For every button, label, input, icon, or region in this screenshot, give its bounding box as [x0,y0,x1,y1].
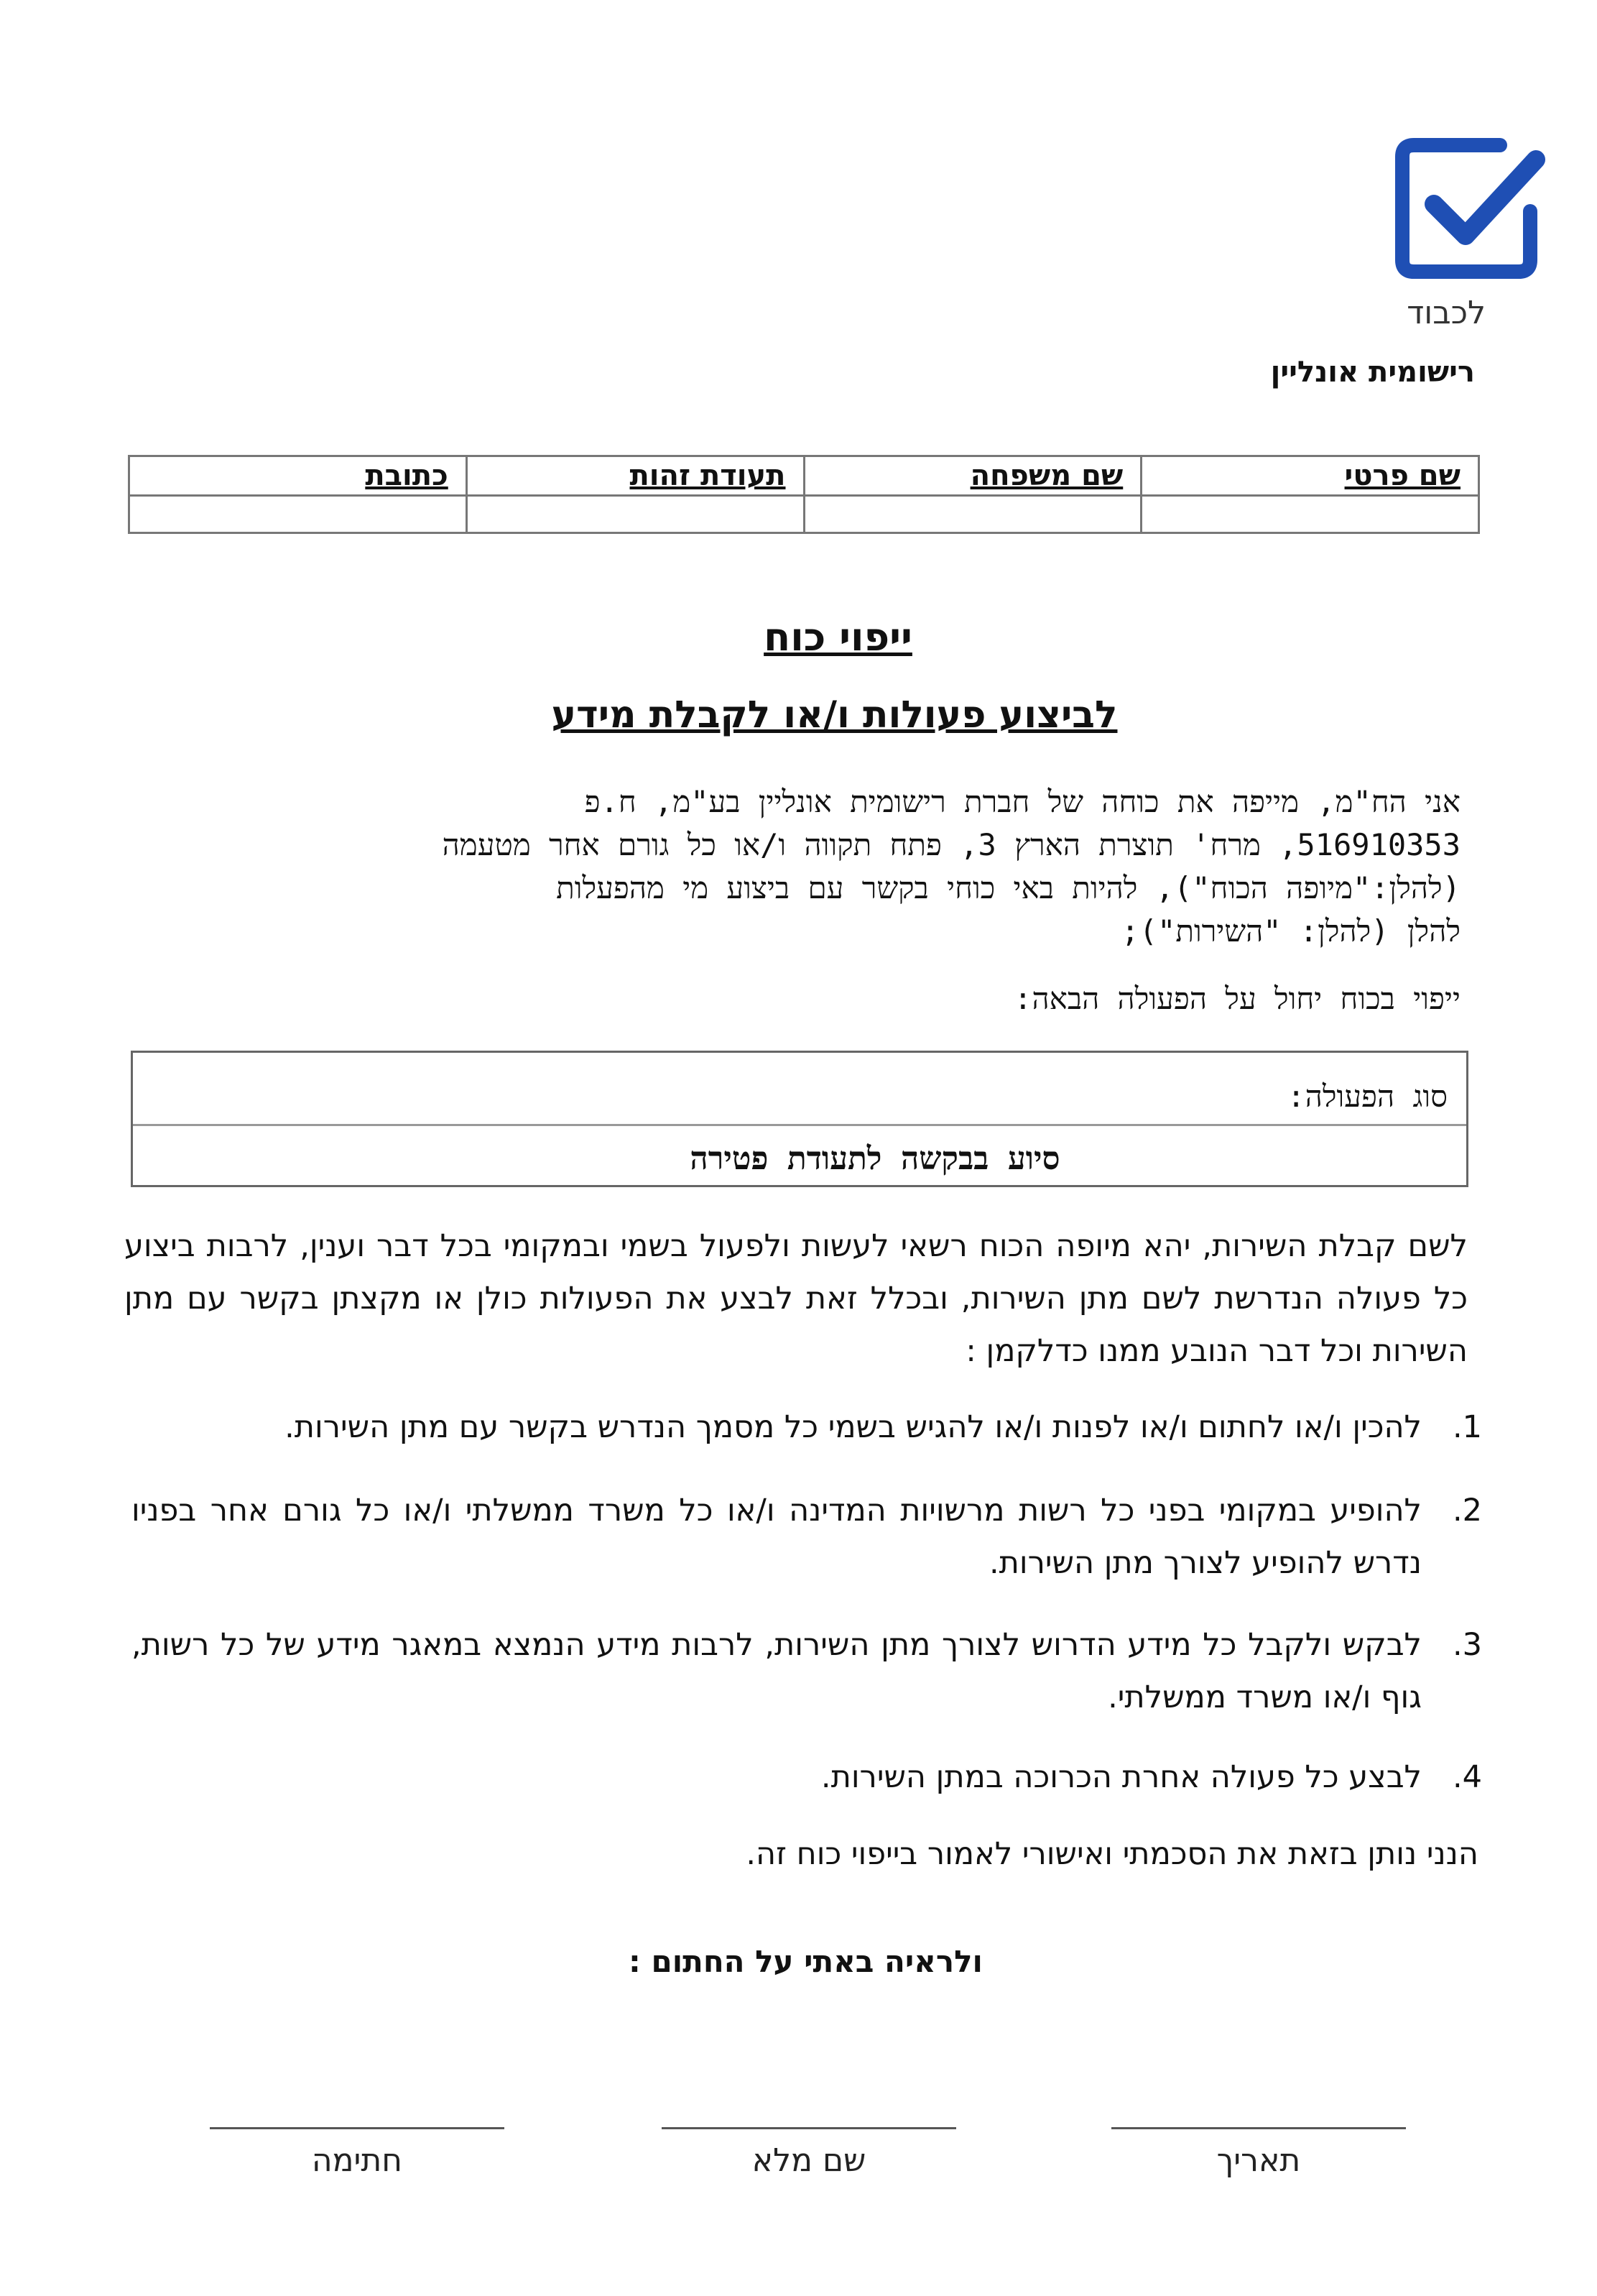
table-input-row [129,496,1479,533]
date-signature-field[interactable] [1111,2127,1406,2179]
last-name-cell[interactable] [804,496,1142,533]
intro-paragraph: אני הח"מ, מייפה את כוחה של חברת רישומית אונליין בע"מ, ח.פ 516910353, מרח' תוצרת הארץ 3, פתח תקווה ו/או כל גורם אחר מטעמה (להלן:"מיופה הכוח"), להיות באי כוחי בקשר עם ביצוע מי מהפעלות להלן (להלן: "השירות"); [442,784,1461,949]
personal-details-table [128,455,1480,534]
to-label: לכבוד [1407,295,1486,331]
full-name-signature-field[interactable] [662,2127,956,2179]
logo-checkbox-icon [1392,132,1549,283]
list-item [131,1401,1482,1454]
signature-field[interactable] [210,2127,504,2179]
operation-box [131,1051,1468,1187]
list-item-number: 4. [1452,1759,1482,1795]
recipient-name: רישומית אונליין [1270,356,1475,389]
document-title: ייפוי כוח [764,614,912,660]
id-number-header: תעודת זהות [466,456,804,496]
first-name-header: שם פרטי [1142,456,1479,496]
address-cell[interactable] [129,496,467,533]
signature-line [1111,2127,1406,2129]
operation-label: סוג הפעולה: [133,1053,1466,1126]
last-name-header: שם משפחה [804,456,1142,496]
signature-label: חתימה [311,2142,403,2179]
first-name-cell[interactable] [1142,496,1479,533]
signature-line [210,2127,504,2129]
address-header: כתובת [129,456,467,496]
full-name-label: שם מלא [751,2142,866,2179]
operation-value: סיוע בבקשה לתעודת פטירה [690,1140,1060,1177]
witness-heading: ולראיה באתי על החתום : [629,1944,983,1979]
list-item-text: לבצע כל פעולה אחרת הכרוכה במתן השירות. [820,1759,1422,1795]
consent-statement: הנני נותן בזאת את הסכמתי ואישורי לאמור בייפוי כוח זה. [746,1836,1478,1872]
list-item [131,1751,1482,1804]
list-item [131,1485,1482,1590]
list-item-text: להכין ו/או לחתום ו/או לפנות ו/או להגיש בשמי כל מסמך הנדרש בקשר עם מתן השירות. [284,1409,1422,1445]
signature-line [662,2127,956,2129]
authority-paragraph: לשם קבלת השירות, יהא מיופה הכוח רשאי לעשות ולפעול בשמי ובמקומי בכל דבר וענין, לרבות ביצוע כל פעולה הנדרשת לשם מתן השירות, ובכלל זאת לבצע את הפעולות כולן או מקצתן בקשר עם מתן השירות וכל דבר הנובע ממנו כדלקמן : [124,1228,1468,1369]
list-item-number: 1. [1452,1409,1482,1445]
table-header-row [129,456,1479,496]
date-label: תאריך [1216,2142,1301,2179]
id-number-cell[interactable] [466,496,804,533]
list-item-number: 3. [1452,1627,1482,1663]
lead-text: ייפוי בכוח יחול על הפעולה הבאה: [1014,981,1461,1016]
document-subtitle: לביצוע פעולות ו/או לקבלת מידע [551,693,1118,737]
list-item-number: 2. [1452,1493,1482,1529]
list-item-text: לבקש ולקבל כל מידע הדרוש לצורך מתן השירות, לרבות מידע הנמצא במאגר מידע של כל רשות, גוף ו/או משרד ממשלתי. [131,1627,1422,1715]
list-item [131,1619,1482,1724]
list-item-text: להופיע במקומי בפני כל רשות מרשויות המדינה ו/או כל משרד ממשלתי ו/או כל גורם אחר בפניו נדרש להופיע לצורך מתן השירות. [131,1493,1422,1581]
